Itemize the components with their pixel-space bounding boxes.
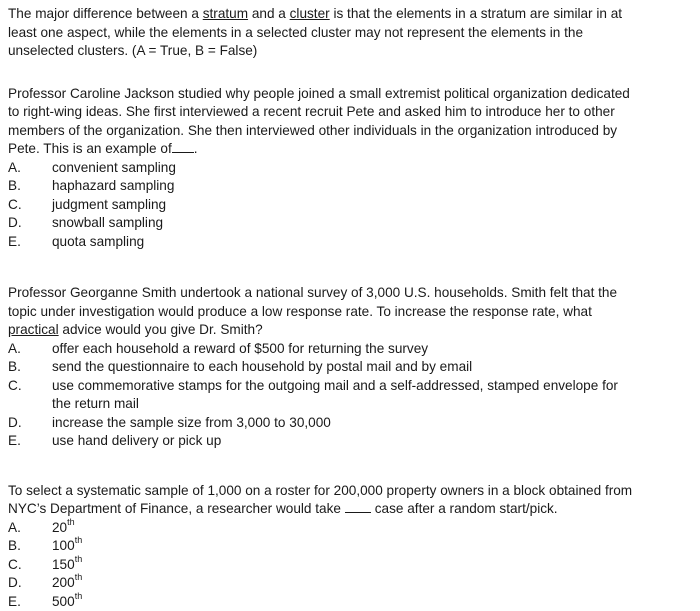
q2-option-b bbox=[8, 177, 638, 196]
option-letter: D. bbox=[8, 574, 52, 593]
option-text bbox=[52, 519, 638, 538]
option-letter: A. bbox=[8, 340, 52, 359]
option-text: snowball sampling bbox=[52, 214, 638, 233]
q4-option-a bbox=[8, 519, 638, 538]
option-text: quota sampling bbox=[52, 233, 638, 252]
q2-option-d bbox=[8, 214, 638, 233]
option-letter: A. bbox=[8, 159, 52, 178]
q4-option-d bbox=[8, 574, 638, 593]
q4-stem bbox=[8, 482, 638, 519]
option-text: convenient sampling bbox=[52, 159, 638, 178]
q1-term-stratum: stratum bbox=[203, 6, 248, 21]
option-text: haphazard sampling bbox=[52, 177, 638, 196]
question-2 bbox=[8, 85, 638, 252]
ordinal-suffix: th bbox=[75, 591, 83, 601]
option-letter: B. bbox=[8, 537, 52, 556]
option-letter: C. bbox=[8, 556, 52, 575]
option-number: 500 bbox=[52, 594, 75, 609]
option-text bbox=[52, 593, 638, 611]
option-letter: E. bbox=[8, 432, 52, 451]
q3-option-e bbox=[8, 432, 638, 451]
ordinal-suffix: th bbox=[75, 554, 83, 564]
option-letter: B. bbox=[8, 177, 52, 196]
q4-option-b bbox=[8, 537, 638, 556]
q3-stem-underlined: practical bbox=[8, 322, 59, 337]
q2-stem-end: . bbox=[194, 141, 198, 156]
option-text bbox=[52, 537, 638, 556]
answer-blank bbox=[345, 500, 371, 513]
q4-option-e bbox=[8, 593, 638, 611]
q2-option-e bbox=[8, 233, 638, 252]
option-number: 150 bbox=[52, 557, 75, 572]
option-letter: D. bbox=[8, 214, 52, 233]
q4-option-c bbox=[8, 556, 638, 575]
q3-option-b bbox=[8, 358, 638, 377]
q3-option-a bbox=[8, 340, 638, 359]
option-letter: B. bbox=[8, 358, 52, 377]
q3-option-d bbox=[8, 414, 638, 433]
q4-stem-pre: To select a systematic sample of 1,000 on a roster for 200,000 property owners in a block obtained from NYC’s Department of Finance, a researcher would take bbox=[8, 483, 632, 517]
option-text: send the questionnaire to each household by postal mail and by email bbox=[52, 358, 638, 377]
option-number: 100 bbox=[52, 538, 75, 553]
q2-option-a bbox=[8, 159, 638, 178]
ordinal-suffix: th bbox=[75, 535, 83, 545]
ordinal-suffix: th bbox=[67, 517, 75, 527]
option-letter: C. bbox=[8, 377, 52, 396]
option-letter: C. bbox=[8, 196, 52, 215]
q4-stem-post: case after a random start/pick. bbox=[375, 501, 558, 516]
q1-text-pre: The major difference between a bbox=[8, 6, 203, 21]
option-text: increase the sample size from 3,000 to 30,000 bbox=[52, 414, 638, 433]
q3-option-c bbox=[8, 377, 638, 414]
document-page bbox=[8, 5, 638, 611]
option-text bbox=[52, 574, 638, 593]
option-letter: A. bbox=[8, 519, 52, 538]
question-1 bbox=[8, 5, 638, 61]
q2-stem bbox=[8, 85, 638, 159]
option-text bbox=[52, 556, 638, 575]
q3-stem-pre: Professor Georganne Smith undertook a national survey of 3,000 U.S. households. Smith felt that the topic under investigation would produce a low response rate. To increase the response rate, what bbox=[8, 285, 617, 319]
option-text: use commemorative stamps for the outgoing mail and a self-addressed, stamped envelope for the return mail bbox=[52, 377, 638, 414]
option-letter: E. bbox=[8, 233, 52, 252]
q1-text-post: is that the elements in a stratum are similar in at least one aspect, while the elements in a selected cluster may not represent the elements in the unselected clusters. (A = True, B = False) bbox=[8, 6, 622, 58]
option-text: judgment sampling bbox=[52, 196, 638, 215]
option-letter: D. bbox=[8, 414, 52, 433]
question-4 bbox=[8, 482, 638, 611]
option-number: 20 bbox=[52, 520, 67, 535]
q3-stem bbox=[8, 284, 638, 340]
q2-option-c bbox=[8, 196, 638, 215]
q1-text-mid: and a bbox=[248, 6, 290, 21]
q2-stem-text: Professor Caroline Jackson studied why people joined a small extremist political organization dedicated to right-wing ideas. She first interviewed a recent recruit Pete and asked him to introduce her to other members of the organization. She then interviewed other individuals in the organization introduced by Pete. This is an example of bbox=[8, 86, 630, 157]
answer-blank bbox=[172, 140, 194, 153]
ordinal-suffix: th bbox=[75, 572, 83, 582]
option-text: use hand delivery or pick up bbox=[52, 432, 638, 451]
q3-stem-post: advice would you give Dr. Smith? bbox=[59, 322, 263, 337]
option-number: 200 bbox=[52, 575, 75, 590]
option-letter: E. bbox=[8, 593, 52, 611]
option-text: offer each household a reward of $500 for returning the survey bbox=[52, 340, 638, 359]
q1-term-cluster: cluster bbox=[290, 6, 330, 21]
question-3 bbox=[8, 284, 638, 451]
